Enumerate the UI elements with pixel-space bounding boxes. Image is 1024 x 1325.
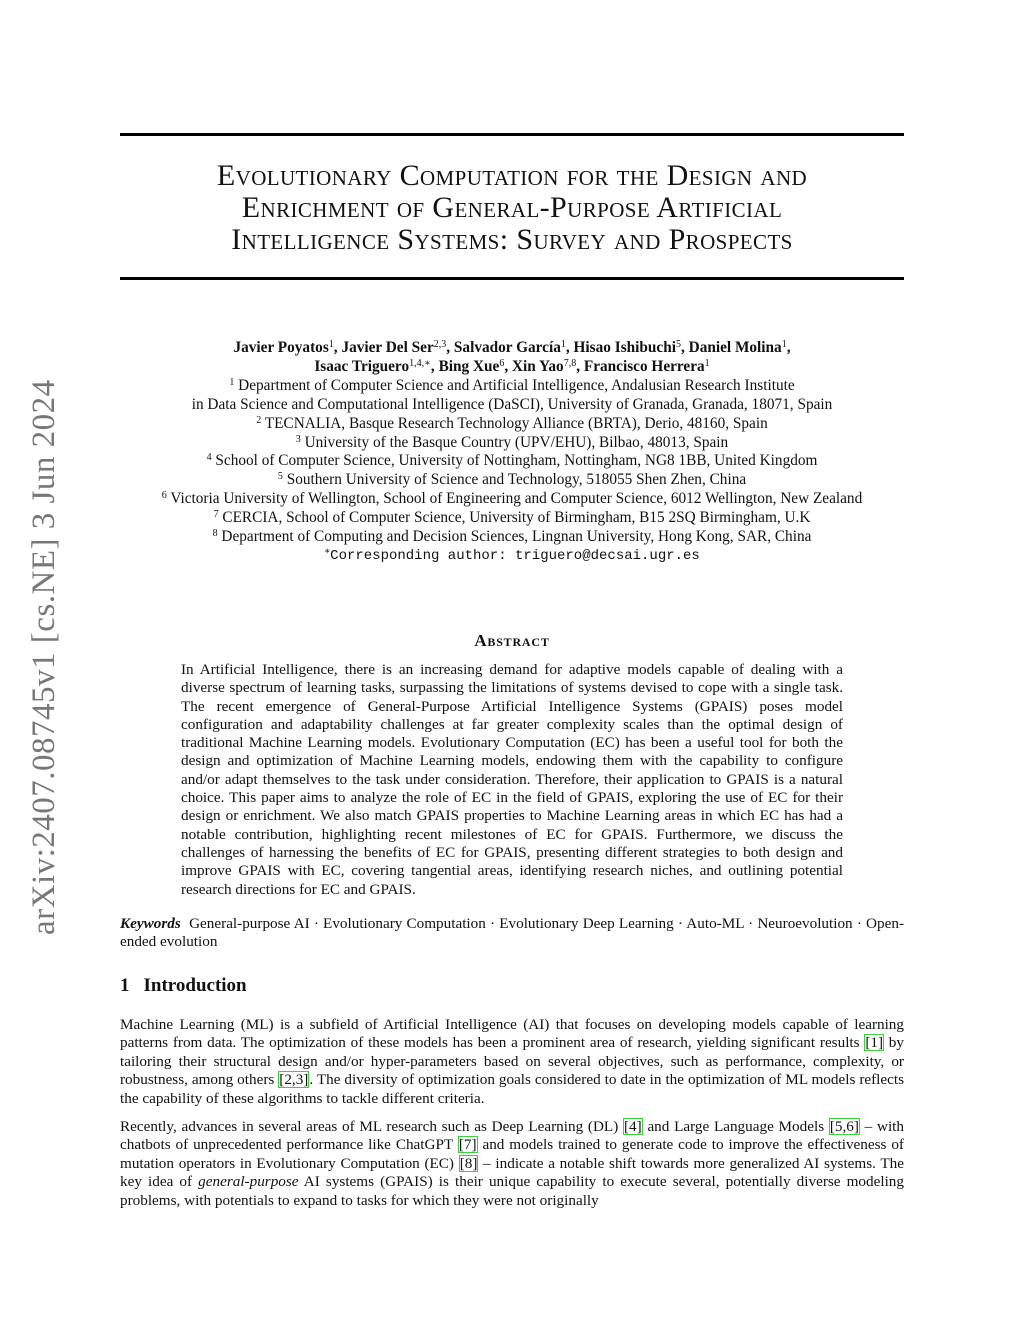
paper-title xyxy=(120,160,904,256)
citation-link[interactable]: [2,3] xyxy=(279,1071,309,1089)
abstract-text: In Artificial Intelligence, there is an increasing demand for adaptive models capable of dealing with a diverse spectrum of learning tasks, surpassing the limitations of systems devised to cope with a single task. The recent emergence of General-Purpose Artificial Intelligence Systems (GPAIS) poses model configuration and adaptability challenges at far greater complexity scales than the optimal design of traditional Machine Learning models. Evolutionary Computation (EC) has been a useful tool for both the design and optimization of Machine Learning models, endowing them with the capability to configure and/or adapt themselves to the task under consideration. Therefore, their application to GPAIS is a natural choice. This paper aims to analyze the role of EC in the field of GPAIS, exploring the use of EC for their design or enrichment. We also match GPAIS properties to Machine Learning areas in which EC has had a notable contribution, highlighting recent milestones of EC for GPAIS. Furthermore, we discuss the challenges of harnessing the benefits of EC for GPAIS, presenting different strategies to both design and improve GPAIS with EC, covering tangential areas, identifying research niches, and outlining potential research directions for EC and GPAIS. xyxy=(181,661,843,898)
corresponding-email: Corresponding author: triguero@decsai.ugr.es xyxy=(330,547,700,564)
author-sup: 2,3 xyxy=(433,339,447,350)
citation-link[interactable]: [7] xyxy=(458,1136,477,1154)
author-name: Javier Poyatos xyxy=(233,339,329,356)
keywords-label: Keywords xyxy=(120,915,181,932)
intro-paragraph-2: Recently, advances in several areas of ML research such as Deep Learning (DL) [4] and Large Language Models [5,6] – with chatbots of unprecedented performance like ChatGPT [7] and models trained to generate code to improve the effectiveness of mutation operators in Evolutionary Computation (EC) [8] – indicate a notable shift towards more generalized AI systems. The key idea of general-purpose AI systems (GPAIS) is their unique capability to execute several, potentially diverse modeling problems, with potentials to expand to tasks for which they were not originally xyxy=(120,1118,904,1209)
affiliation: $^2$ TECNALIA, Basque Research Technology Alliance (BRTA), Derio, 48160, Spain xyxy=(256,414,768,432)
keywords xyxy=(120,915,904,952)
affiliation: $^5$ Southern University of Science and Technology, 518055 Shen Zhen, China xyxy=(277,471,747,489)
title-line: Evolutionary Computation for the Design and xyxy=(216,159,808,192)
author-sup: 7,8 xyxy=(563,357,577,369)
author-line: Isaac Triguero$^{1,4,∗}$, Bing Xue$^6$, Xin Yao$^{7,8}$, Francisco Herrera$^1$ xyxy=(314,357,710,375)
citation-link[interactable]: [8] xyxy=(459,1154,478,1172)
author-block xyxy=(120,339,904,566)
author-line: Javier Poyatos$^1$, Javier Del Ser$^{2,3}$, Salvador García$^1$, Hisao Ishibuchi$^5$, Daniel Molina$^1$, xyxy=(233,339,791,356)
author-name: Salvador García xyxy=(453,339,561,356)
author-names xyxy=(120,339,904,377)
citation-link[interactable]: [5,6] xyxy=(829,1118,859,1135)
affiliation: $^8$ Department of Computing and Decision Sciences, Lingnan University, Hong Kong, SAR, China xyxy=(212,528,812,546)
author-name: Hisao Ishibuchi xyxy=(573,339,676,356)
affiliation: $^7$ CERCIA, School of Computer Science, University of Birmingham, B15 2SQ Birmingham, U.K xyxy=(213,509,811,527)
affiliation: $^6$ Victoria University of Wellington, School of Engineering and Computer Science, 6012 Wellington, New Zealand xyxy=(161,490,863,508)
arxiv-identifier-stamp: arXiv:2407.08745v1 [cs.NE] 3 Jun 2024 xyxy=(26,379,62,935)
affiliation: in Data Science and Computational Intelligence (DaSCI), University of Granada, Granada, 18071, Spain xyxy=(191,395,833,413)
author-sup: 6 xyxy=(499,357,505,369)
author-sup: 1 xyxy=(704,357,710,369)
affiliation: $^4$ School of Computer Science, University of Nottingham, Nottingham, NG8 1BB, United Kingdom xyxy=(206,452,818,470)
section-heading xyxy=(120,975,247,997)
author-sup: 1,4,∗ xyxy=(409,357,431,369)
title-top-rule xyxy=(120,133,904,136)
intro-paragraph-1: Machine Learning (ML) is a subfield of Artificial Intelligence (AI) that focuses on developing models capable of learning patterns from data. The optimization of these models has been a prominent area of research, yielding significant results [1] by tailoring their structural design and/or hyper-parameters based on several objectives, such as performance, complexity, or robustness, among others [2,3]. The diversity of optimization goals considered to date in the optimization of ML models reflects the capability of these algorithms to tackle different criteria. xyxy=(120,1016,905,1107)
author-sup: 5 xyxy=(675,339,681,350)
citation-link[interactable]: [1] xyxy=(865,1034,884,1052)
section-title: Introduction xyxy=(143,975,247,996)
author-sup: 1 xyxy=(560,339,566,350)
section-number: 1 xyxy=(120,975,130,996)
keywords-text: General-purpose AI · Evolutionary Computation · Evolutionary Deep Learning · Auto-ML · Neuroevolution · Open-ended evolution xyxy=(120,915,905,951)
corresponding-author: ∗Corresponding author: triguero@decsai.ugr.es xyxy=(324,546,700,564)
affiliation: $^1$ Department of Computer Science and Artificial Intelligence, Andalusian Research Institute xyxy=(229,376,795,394)
title-line: Intelligence Systems: Survey and Prospects xyxy=(231,223,793,256)
title-line: Enrichment of General-Purpose Artificial xyxy=(241,191,783,224)
author-name: Javier Del Ser xyxy=(341,339,434,356)
author-sup: 1 xyxy=(328,339,334,350)
abstract-heading: Abstract xyxy=(474,631,550,650)
citation-link[interactable]: [4] xyxy=(624,1118,642,1135)
title-bottom-rule xyxy=(120,277,904,280)
author-name: Daniel Molina xyxy=(688,339,782,356)
author-name: Francisco Herrera xyxy=(583,357,705,375)
author-sup: 1 xyxy=(781,339,787,350)
author-name: Isaac Triguero xyxy=(314,357,410,375)
affiliation: $^3$ University of the Basque Country (UPV/EHU), Bilbao, 48013, Spain xyxy=(295,433,729,451)
author-name: Xin Yao xyxy=(512,357,564,375)
author-name: Bing Xue xyxy=(438,357,500,375)
